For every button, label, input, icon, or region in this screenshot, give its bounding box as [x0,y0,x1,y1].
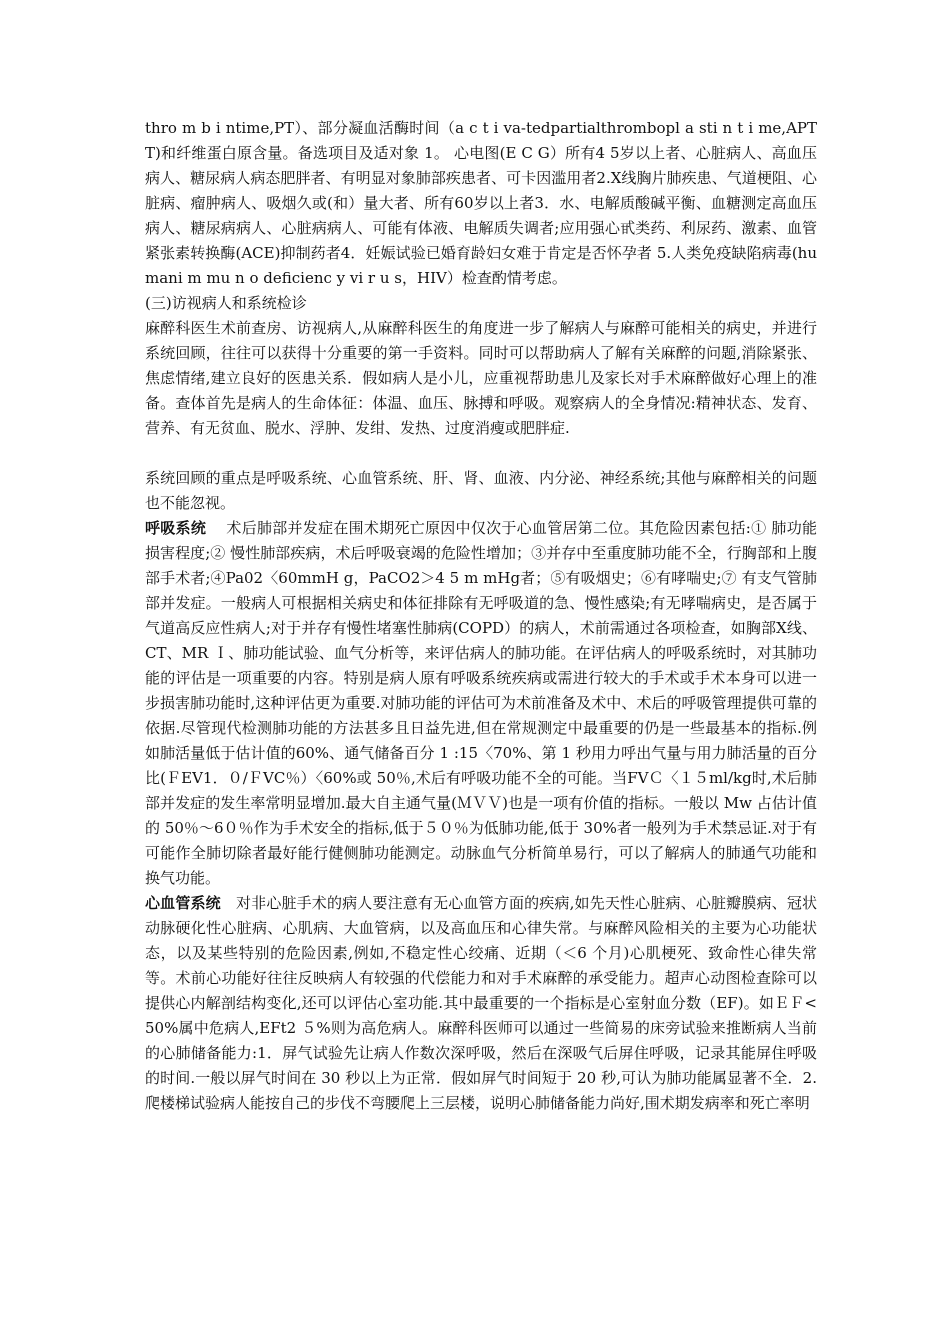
section-heading: (三)访视病人和系统检诊 [145,294,307,312]
cardiovascular-system-paragraph [145,891,817,1116]
system-review-paragraph: 系统回顾的重点是呼吸系统、心血管系统、肝、肾、血液、内分泌、神经系统;其他与麻醉相关的问题也不能忽视。 [145,469,817,512]
respiratory-system-label: 呼吸系统 [145,519,207,537]
cardiovascular-system-label: 心血管系统 [145,894,221,912]
patient-visit-paragraph: 麻醉科医生术前查房、访视病人,从麻醉科医生的角度进一步了解病人与麻醉可能相关的病史，并进行系统回顾，往往可以获得十分重要的第一手资料。同时可以帮助病人了解有关麻醉的问题,消除紧张、焦虑情绪,建立良好的医患关系．假如病人是小儿，应重视帮助患儿及家长对手术麻醉做好心理上的准备。查体首先是病人的生命体征：体温、血压、脉搏和呼吸。观察病人的全身情况:精神状态、发育、营养、有无贫血、脱水、浮肿、发绀、发热、过度消瘦或肥胖症. [145,319,817,437]
respiratory-system-text: 术后肺部并发症在围术期死亡原因中仅次于心血管居第二位。其危险因素包括:① 肺功能损害程度;② 慢性肺部疾病，术后呼吸衰竭的危险性增加；③并存中至重度肺功能不全，行胸部和上腹部手术者;④Pa02〈60mmH g，PaCO2＞4 5 m mHg者；⑤有吸烟史；⑥有哮喘史;⑦ 有支气管肺部并发症。一般病人可根据相关病史和体征排除有无呼吸道的急、慢性感染;有无哮喘病史，是否属于气道高反应性病人;对于并存有慢性堵塞性肺病(COPD）的病人，术前需通过各项检查，如胸部X线、CT、MR Ｉ、肺功能试验、血气分析等，来评估病人的肺功能。在评估病人的呼吸系统时，对其肺功能的评估是一项重要的内容。特别是病人原有呼吸系统疾病或需进行较大的手术或手术本身可以进一步损害肺功能时,这种评估更为重要.对肺功能的评估可为术前准备及术中、术后的呼吸管理提供可靠的依据.尽管现代检测肺功能的方法甚多且日益先进,但在常规测定中最重要的仍是一些最基本的指标.例如肺活量低于估计值的60%、通气储备百分 1 :15〈70%、第 1 秒用力呼出气量与用力肺活量的百分比(ＦEV1．０/ＦVC％）〈60%或 50％,术后有呼吸功能不全的可能。当FVＣ〈１５ml/kg时,术后肺部并发症的发生率常明显增加.最大自主通气量(ＭＶＶ)也是一项有价值的指标。一般以 Mw 占估计值的 50％～6０％作为手术安全的指标,低于５０％为低肺功能,低于 30%者一般列为手术禁忌证.对于有可能作全肺切除者最好能行健侧肺功能测定。动脉血气分析简单易行，可以了解病人的肺通气功能和换气功能。 [145,519,817,887]
paragraph-spacer [145,441,817,466]
document-body [145,116,817,1116]
cardiovascular-system-text: 对非心脏手术的病人要注意有无心血管方面的疾病,如先天性心脏病、心脏瓣膜病、冠状动脉硬化性心脏病、心肌病、大血管病，以及高血压和心律失常。与麻醉风险相关的主要为心功能状态，以及某些特别的危险因素,例如,不稳定性心绞痛、近期（＜6 个月)心肌梗死、致命性心律失常等。术前心功能好往往反映病人有较强的代偿能力和对手术麻醉的承受能力。超声心动图检查除可以提供心内解剖结构变化,还可以评估心室功能.其中最重要的一个指标是心室射血分数（EF)。如ＥＦ<50%属中危病人,EFt2 ５%则为高危病人。麻醉科医师可以通过一些简易的床旁试验来推断病人当前的心肺储备能力:1．屏气试验先让病人作数次深呼吸，然后在深吸气后屏住呼吸，记录其能屏住呼吸的时间.一般以屏气时间在 30 秒以上为正常．假如屏气时间短于 20 秒,可认为肺功能属显著不全．2.爬楼梯试验病人能按自己的步伐不弯腰爬上三层楼，说明心肺储备能力尚好,围术期发病率和死亡率明 [145,894,817,1112]
preop-tests-paragraph: thro m b i ntime,PT）、部分凝血活酶时间（a c t i va-tedpartialthrombopl a sti n t i me,APTT)和纤维蛋白原含量。备选项目及适对象 1。 心电图(E C G）所有4 5岁以上者、心脏病人、高血压病人、糖尿病人病态肥胖者、有明显对象肺部疾患者、可卡因滥用者2.X线胸片肺疾患、气道梗阻、心脏病、瘤肿病人、吸烟久或(和）量大者、所有60岁以上者3．水、电解质酸碱平衡、血糖测定高血压病人、糖尿病病人、心脏病病人、可能有体液、电解质失调者;应用强心甙类药、利尿药、激素、血管紧张素转换酶(ACE)抑制药者4．妊娠试验已婚育龄妇女难于肯定是否怀孕者 5.人类免疫缺陷病毒(humani m mu n o deficienc y vi r u s，HIV）检查酌情考虑。 [145,119,817,287]
respiratory-system-paragraph [145,516,817,891]
